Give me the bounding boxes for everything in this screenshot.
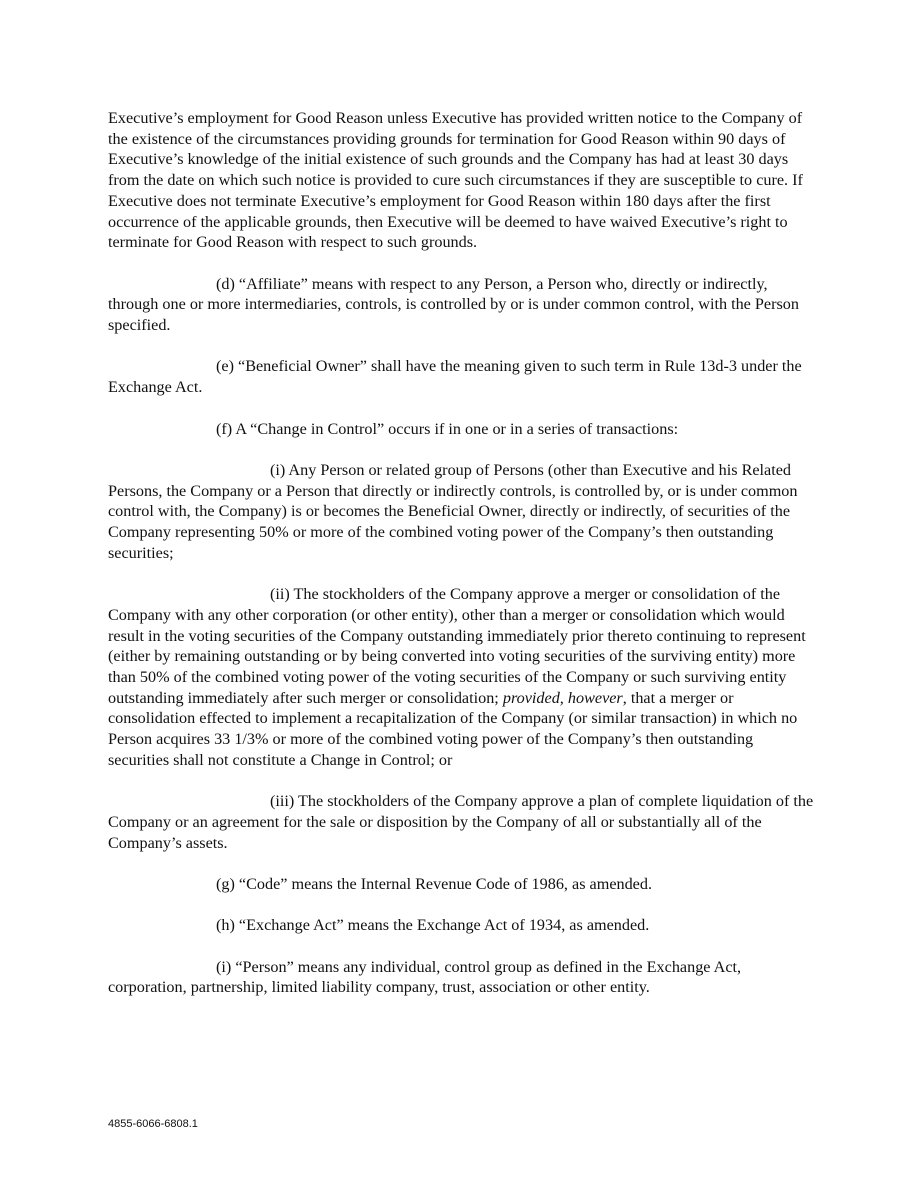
- paragraph-f-ii-proviso: provided, however: [502, 688, 623, 707]
- paragraph-d-affiliate: (d) “Affiliate” means with respect to any Person, a Person who, directly or indirectly, through one or more intermediaries, controls, is controlled by or is under common control, with the Person specified.: [108, 274, 799, 335]
- footer-document-id: 4855-6066-6808.1: [108, 1118, 198, 1130]
- paragraph-f-ii-part-b: , that a merger or consolidation effected to implement a recapitalization of the Company (or similar transaction) in which no Person acquires 33 1/3% or more of the combined voting power of the Company’s then outstanding securities shall not constitute a Change in Control; or: [108, 688, 798, 769]
- paragraph-f-change-in-control: (f) A “Change in Control” occurs if in one or in a series of transactions:: [216, 419, 679, 438]
- paragraph-good-reason-continued: Executive’s employment for Good Reason unless Executive has provided written notice to the Company of the existence of the circumstances providing grounds for termination for Good Reason within 90 days of Executive’s knowledge of the initial existence of such grounds and the Company has had at least 30 days from the date on which such notice is provided to cure such circumstances if they are susceptible to cure. If Executive does not terminate Executive’s employment for Good Reason within 180 days after the first occurrence of the applicable grounds, then Executive will be deemed to have waived Executive’s right to terminate for Good Reason with respect to such grounds.: [108, 109, 803, 252]
- paragraph-g-code: (g) “Code” means the Internal Revenue Code of 1986, as amended.: [216, 874, 653, 893]
- paragraph-h-exchange-act: (h) “Exchange Act” means the Exchange Act of 1934, as amended.: [216, 916, 650, 935]
- paragraph-e-beneficial-owner: (e) “Beneficial Owner” shall have the meaning given to such term in Rule 13d-3 under the Exchange Act.: [108, 357, 802, 397]
- paragraph-f-ii-part-a: (ii) The stockholders of the Company approve a merger or consolidation of the Company with any other corporation (or other entity), other than a merger or consolidation which would result in the voting securities of the Company outstanding immediately prior thereto continuing to represent (either by remaining outstanding or by being converted into voting securities of the surviving entity) more than 50% of the combined voting power of the voting securities of the Company or such surviving entity outstanding immediately after such merger or consolidation;: [108, 585, 806, 707]
- paragraph-i-person: (i) “Person” means any individual, control group as defined in the Exchange Act, corporation, partnership, limited liability company, trust, association or other entity.: [108, 957, 742, 997]
- paragraph-f-iii: (iii) The stockholders of the Company approve a plan of complete liquidation of the Company or an agreement for the sale or disposition by the Company of all or substantially all of the Company’s assets.: [108, 792, 814, 852]
- paragraph-f-ii: [108, 584, 814, 770]
- paragraph-f-i: (i) Any Person or related group of Persons (other than Executive and his Related Persons, the Company or a Person that directly or indirectly controls, is controlled by, or is under common control with, the Company) is or becomes the Beneficial Owner, directly or indirectly, of securities of the Company representing 50% or more of the combined voting power of the Company’s then outstanding securities;: [108, 460, 798, 562]
- document-body: [108, 108, 814, 998]
